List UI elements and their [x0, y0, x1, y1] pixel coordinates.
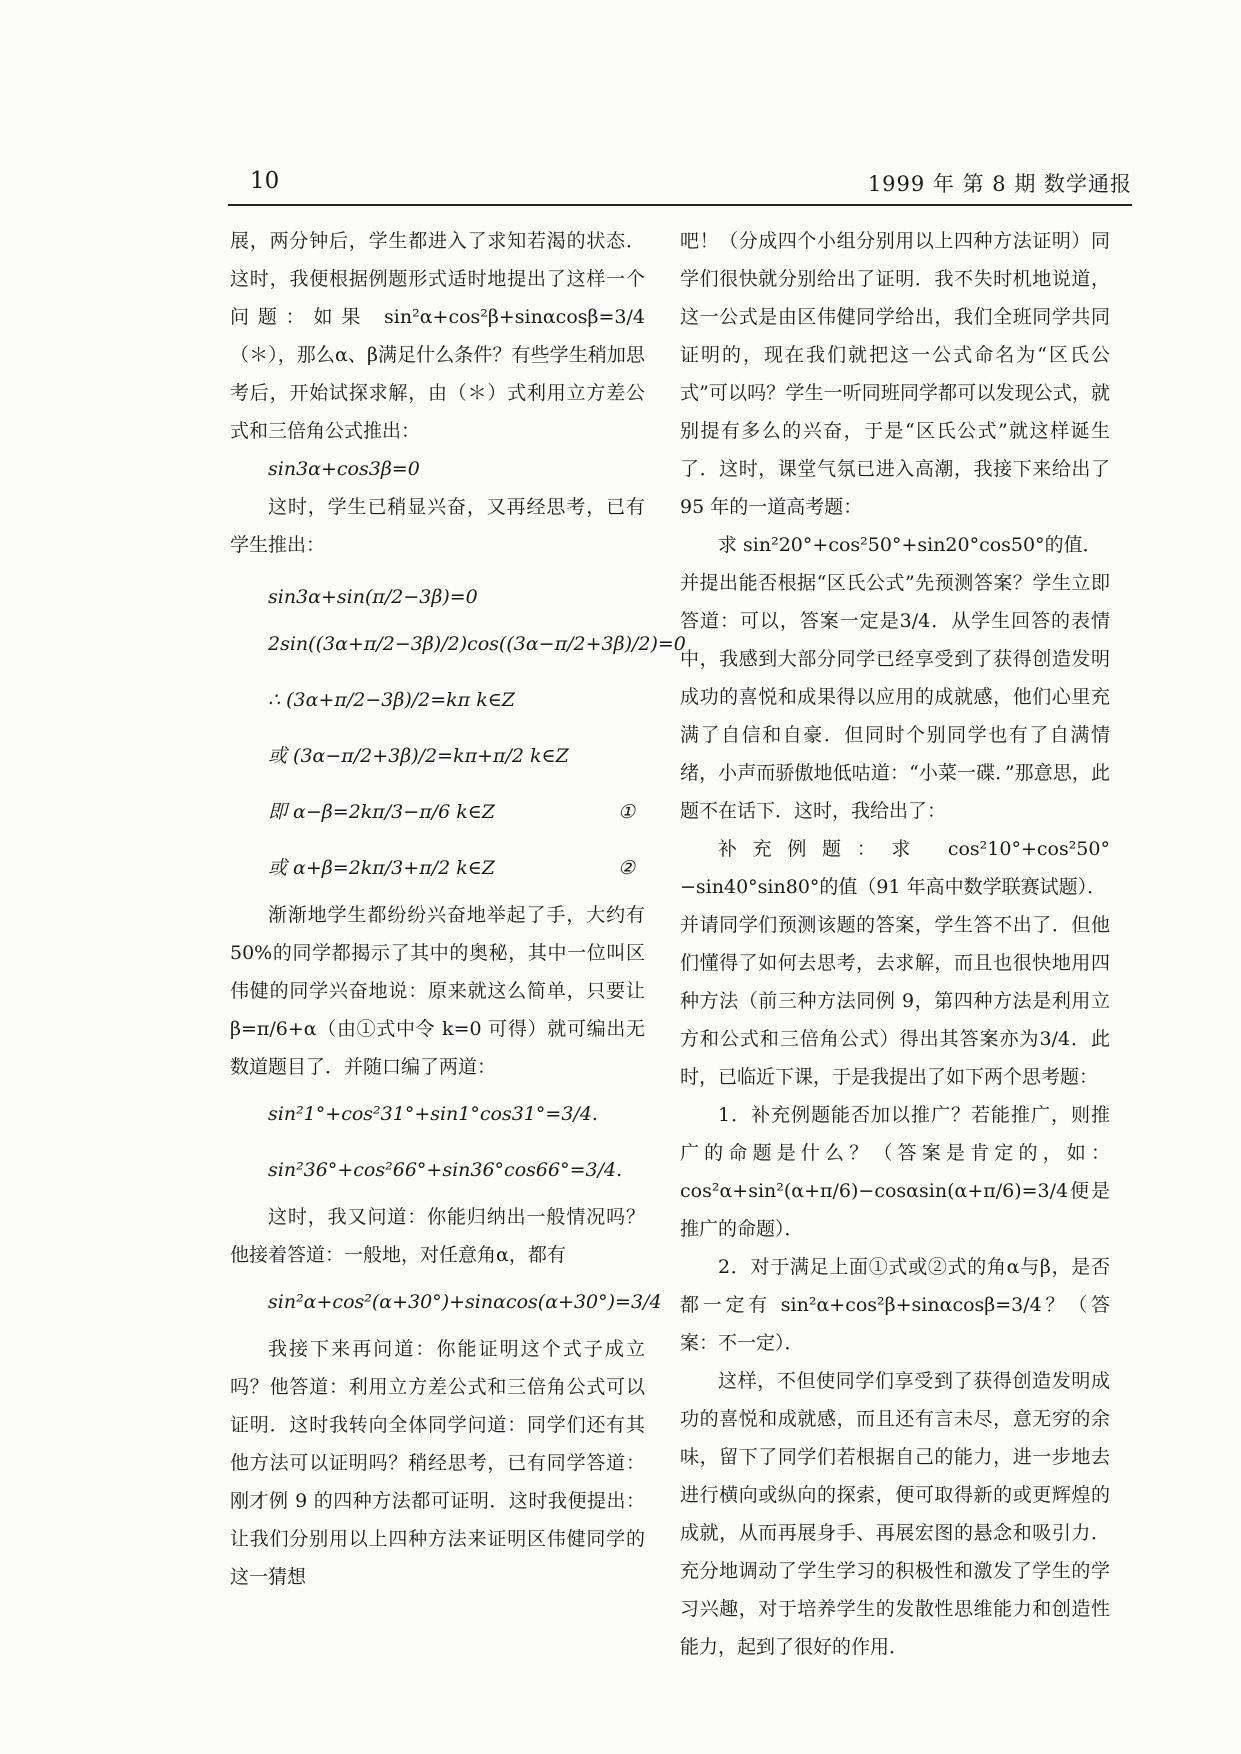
equation: 2sin((3α+π/2−3β)/2)cos((3α−π/2+3β)/2)=0 — [268, 633, 686, 655]
paragraph: 这时，我又问道：你能归纳出一般情况吗？他接着答道：一般地，对任意角α，都有 — [230, 1206, 645, 1266]
paragraph: 渐渐地学生都纷纷兴奋地举起了手，大约有50%的同学都揭示了其中的奥秘，其中一位叫区伟健的同学兴奋地说：原来就这么简单，只要让β=π/6+α（由①式中令 k=0 可得）就可编出无数道题目了．并随口编了两道： — [230, 904, 645, 1078]
equation-numbered — [230, 840, 645, 896]
paragraph: 2．对于满足上面①式或②式的角α与β，是否都一定有 sin²α+cos²β+sinαcosβ=3/4？（答案：不一定）． — [680, 1256, 1110, 1354]
equation: sin²1°+cos²31°+sin1°cos31°=3/4. — [268, 1103, 598, 1125]
equation: sin3α+cos3β=0 — [268, 458, 420, 480]
equation: sin²36°+cos²66°+sin36°cos66°=3/4. — [268, 1159, 623, 1181]
equation-number: ① — [617, 801, 635, 823]
equation-number: ② — [617, 857, 635, 879]
equation: sin3α+sin(π/2−3β)=0 — [268, 586, 478, 608]
equation: sin²α+cos²(α+30°)+sinαcos(α+30°)=3/4 — [268, 1291, 662, 1313]
paragraph: 这样，不但使同学们享受到了获得创造发明成功的喜悦和成就感，而且还有言未尽，意无穷的余味，留下了同学们若根据自己的能力，进一步地去进行横向或纵向的探索，便可取得新的或更辉煌的成就，从而再展身手、再展宏图的悬念和吸引力．充分地调动了学生学习的积极性和激发了学生的学习兴趣，对于培养学生的发散性思维能力和创造性能力，起到了很好的作用． — [680, 1370, 1110, 1658]
equation-numbered — [230, 784, 645, 840]
paragraph: 求 sin²20°+cos²50°+sin20°cos50°的值． — [718, 534, 1102, 556]
paragraph: 并提出能否根据“区氏公式”先预测答案？学生立即答道：可以，答案一定是3/4．从学生回答的表情中，我感到大部分同学已经享受到了获得创造发明成功的喜悦和成果得以应用的成就感，他们心里充满了自信和自豪．但同时个别同学也有了自满情绪，小声而骄傲地低咕道：“小菜一碟．”那意思，此题不在话下．这时，我给出了： — [680, 572, 1110, 822]
paragraph: 这时，学生已稍显兴奋，又再经思考，已有学生推出： — [230, 496, 645, 556]
running-header — [228, 168, 1132, 206]
journal-issue: 1999 年 第 8 期 数学通报 — [867, 172, 1132, 196]
paragraph: 吧！（分成四个小组分别用以上四种方法证明）同学们很快就分别给出了证明．我不失时机地说道，这一公式是由区伟健同学给出，我们全班同学共同证明的，现在我们就把这一公式命名为“区氏公式”可以吗？学生一听同班同学都可以发现公式，就别提有多么的兴奋，于是“区氏公式”就这样诞生了．这时，课堂气氛已进入高潮，我接下来给出了 95 年的一道高考题： — [680, 230, 1110, 518]
equation: 或 (3α−π/2+3β)/2=kπ+π/2 k∈Z — [268, 745, 569, 767]
right-column — [680, 222, 1110, 1666]
paragraph: 1．补充例题能否加以推广？若能推广，则推广的命题是什么？（答案是肯定的，如：cos²α+sin²(α+π/6)−cosαsin(α+π/6)=3/4便是推广的命题）． — [680, 1104, 1110, 1240]
paragraph: 我接下来再问道：你能证明这个式子成立吗？他答道：利用立方差公式和三倍角公式可以证明．这时我转向全体同学问道：同学们还有其他方法可以证明吗？稍经思考，已有同学答道：刚才例 9 的四种方法都可证明．这时我便提出：让我们分别用以上四种方法来证明区伟健同学的这一猜想 — [230, 1338, 645, 1588]
paragraph: 补充例题：求 cos²10°+cos²50°−sin40°sin80°的值（91 年高中数学联赛试题）． — [680, 838, 1110, 898]
equation-text: 即 α−β=2kπ/3−π/6 k∈Z — [268, 801, 495, 823]
paragraph: 并请同学们预测该题的答案，学生答不出了．但他们懂得了如何去思考，去求解，而且也很快地用四种方法（前三种方法同例 9，第四种方法是利用立方和公式和三倍角公式）得出其答案亦为3/4．此时，已临近下课，于是我提出了如下两个思考题： — [680, 914, 1110, 1088]
equation: ∴ (3α+π/2−3β)/2=kπ k∈Z — [268, 689, 515, 711]
paragraph: 展，两分钟后，学生都进入了求知若渴的状态．这时，我便根据例题形式适时地提出了这样一个问题：如果 sin²α+cos²β+sinαcosβ=3/4（＊），那么α、β满足什么条件？有些学生稍加思考后，开始试探求解，由（＊）式利用立方差公式和三倍角公式推出： — [230, 230, 645, 442]
page-number: 10 — [250, 168, 280, 194]
equation-text: 或 α+β=2kπ/3+π/2 k∈Z — [268, 857, 495, 879]
left-column — [230, 222, 686, 1596]
